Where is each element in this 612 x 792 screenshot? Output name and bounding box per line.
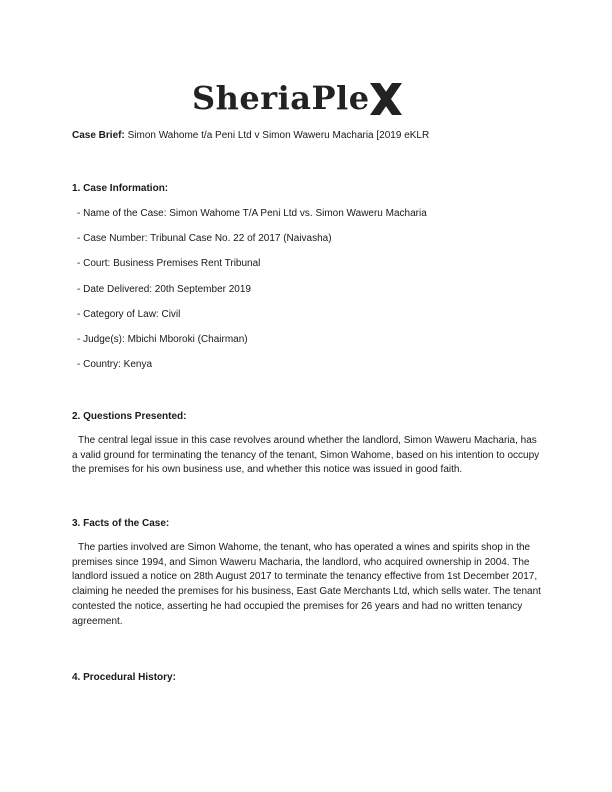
section-heading-procedural-history: 4. Procedural History:: [72, 672, 176, 683]
x-logo-mark-icon: [368, 81, 404, 117]
questions-presented-paragraph: The central legal issue in this case revolves around whether the landlord, Simon Waweru Macharia, has a valid ground for terminating the tenancy of the tenant, Simon Wahome, based on his intention to occupy the premises for his own business use, and whether this notice was issued in good faith.: [72, 435, 540, 476]
section-heading-questions-presented: 2. Questions Presented:: [72, 411, 187, 422]
section-heading-case-information: 1. Case Information:: [72, 183, 169, 194]
sheriaplex-logo: [192, 78, 422, 118]
case-brief-label: Case Brief:: [72, 130, 125, 141]
case-info-item: - Case Number: Tribunal Case No. 22 of 2017 (Naivasha): [77, 233, 332, 244]
case-info-item: - Judge(s): Mbichi Mboroki (Chairman): [77, 334, 248, 345]
case-info-item: - Category of Law: Civil: [77, 309, 181, 320]
case-info-item: - Date Delivered: 20th September 2019: [77, 284, 251, 295]
logo-wordmark: SheriaPle: [192, 79, 370, 117]
case-info-item: - Name of the Case: Simon Wahome T/A Peni Ltd vs. Simon Waweru Macharia: [77, 208, 427, 219]
section-heading-facts: 3. Facts of the Case:: [72, 518, 170, 529]
case-brief-line: [72, 130, 429, 142]
case-brief-title: Simon Wahome t/a Peni Ltd v Simon Waweru Macharia [2019 eKLR: [127, 130, 430, 141]
facts-paragraph: The parties involved are Simon Wahome, the tenant, who has operated a wines and spirits shop in the premises since 1994, and Simon Waweru Macharia, the landlord, who acquired ownership in 2004. The landlord issued a notice on 28th August 2017 to terminate the tenancy effective from 1st December 2017, claiming he needed the premises for his business, East Gate Merchants Ltd, which sells water. The tenant contested the notice, asserting he had occupied the premises for 26 years and had no written tenancy agreement.: [72, 542, 541, 627]
case-info-item: - Country: Kenya: [77, 359, 153, 370]
case-info-item: - Court: Business Premises Rent Tribunal: [77, 258, 261, 269]
